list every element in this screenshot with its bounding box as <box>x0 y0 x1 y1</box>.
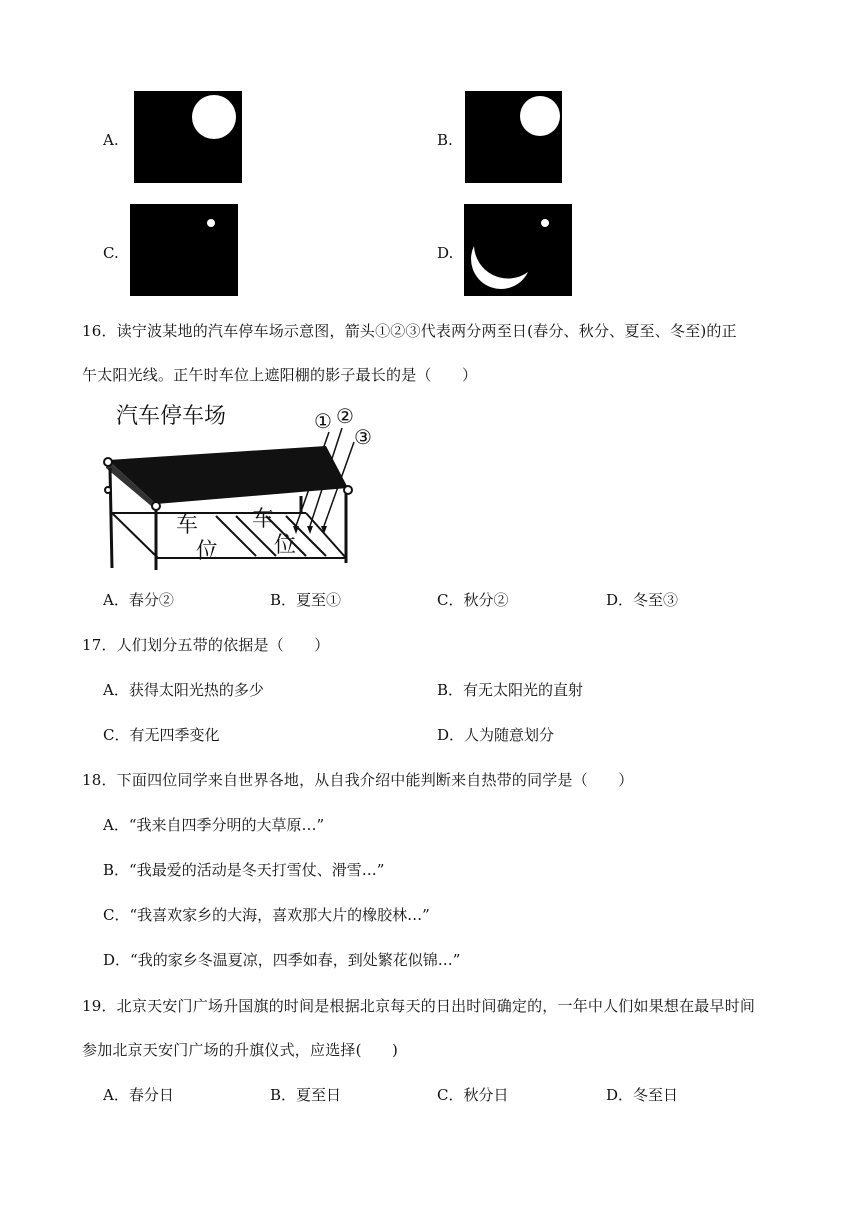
arrow-label-3: ③ <box>354 425 372 449</box>
arrow-label-1: ① <box>314 409 332 433</box>
parking-spot-label: 位 <box>196 539 219 564</box>
q16-option-c[interactable]: C．秋分② <box>437 591 509 609</box>
arrow-label-2: ② <box>336 404 354 428</box>
parking-spot-label: 位 <box>274 533 297 558</box>
moon-crescent-small-sun-icon <box>130 204 238 296</box>
moon-crescent-large-sun-icon <box>465 91 562 183</box>
q19-option-b[interactable]: B．夏至日 <box>270 1086 342 1104</box>
moon-crescent-small-sun-icon <box>464 204 572 296</box>
q16-option-b[interactable]: B．夏至① <box>270 591 342 609</box>
q19-stem-line-2: 参加北京天安门广场的升旗仪式，应选择( ) <box>82 1041 399 1059</box>
q19-option-a[interactable]: A．春分日 <box>103 1086 174 1104</box>
parking-spot-label: 车 <box>252 507 275 532</box>
q18-option-c[interactable]: C．“我喜欢家乡的大海，喜欢那大片的橡胶林…” <box>103 906 430 924</box>
q18-option-a[interactable]: A．“我来自四季分明的大草原…” <box>103 816 325 834</box>
q16-option-a[interactable]: A．春分② <box>103 591 174 609</box>
option-label: D. <box>437 244 454 262</box>
q16-stem-line-2: 午太阳光线。正午时车位上遮阳棚的影子最长的是（ ） <box>82 366 478 384</box>
q19-stem-line-1: 19．北京天安门广场升国旗的时间是根据北京每天的日出时间确定的，一年中人们如果想在最早时间 <box>82 997 756 1015</box>
q19-option-d[interactable]: D．冬至日 <box>606 1086 679 1104</box>
option-label: C. <box>103 244 119 262</box>
option-label: A. <box>103 131 119 149</box>
option-label: B. <box>437 131 453 149</box>
parking-lot-diagram <box>96 398 386 570</box>
q18-stem: 18．下面四位同学来自世界各地，从自我介绍中能判断来自热带的同学是（ ） <box>82 771 634 789</box>
parking-spot-label: 车 <box>176 513 199 538</box>
q16-stem-line-1: 16．读宁波某地的汽车停车场示意图，箭头①②③代表两分两至日(春分、秋分、夏至、冬至)的正 <box>82 322 737 340</box>
q17-option-b[interactable]: B．有无太阳光的直射 <box>437 681 584 699</box>
q17-stem: 17．人们划分五带的依据是（ ） <box>82 636 330 654</box>
q18-option-d[interactable]: D．“我的家乡冬温夏凉，四季如春，到处繁花似锦…” <box>103 951 461 969</box>
q19-option-c[interactable]: C．秋分日 <box>437 1086 509 1104</box>
q17-option-d[interactable]: D．人为随意划分 <box>437 726 555 744</box>
diagram-title: 汽车停车场 <box>116 404 227 429</box>
q17-option-c[interactable]: C．有无四季变化 <box>103 726 220 744</box>
moon-crescent-large-sun-icon <box>134 91 242 183</box>
q16-option-d[interactable]: D．冬至③ <box>606 591 679 609</box>
q17-option-a[interactable]: A．获得太阳光热的多少 <box>103 681 264 699</box>
q18-option-b[interactable]: B．“我最爱的活动是冬天打雪仗、滑雪…” <box>103 861 385 879</box>
